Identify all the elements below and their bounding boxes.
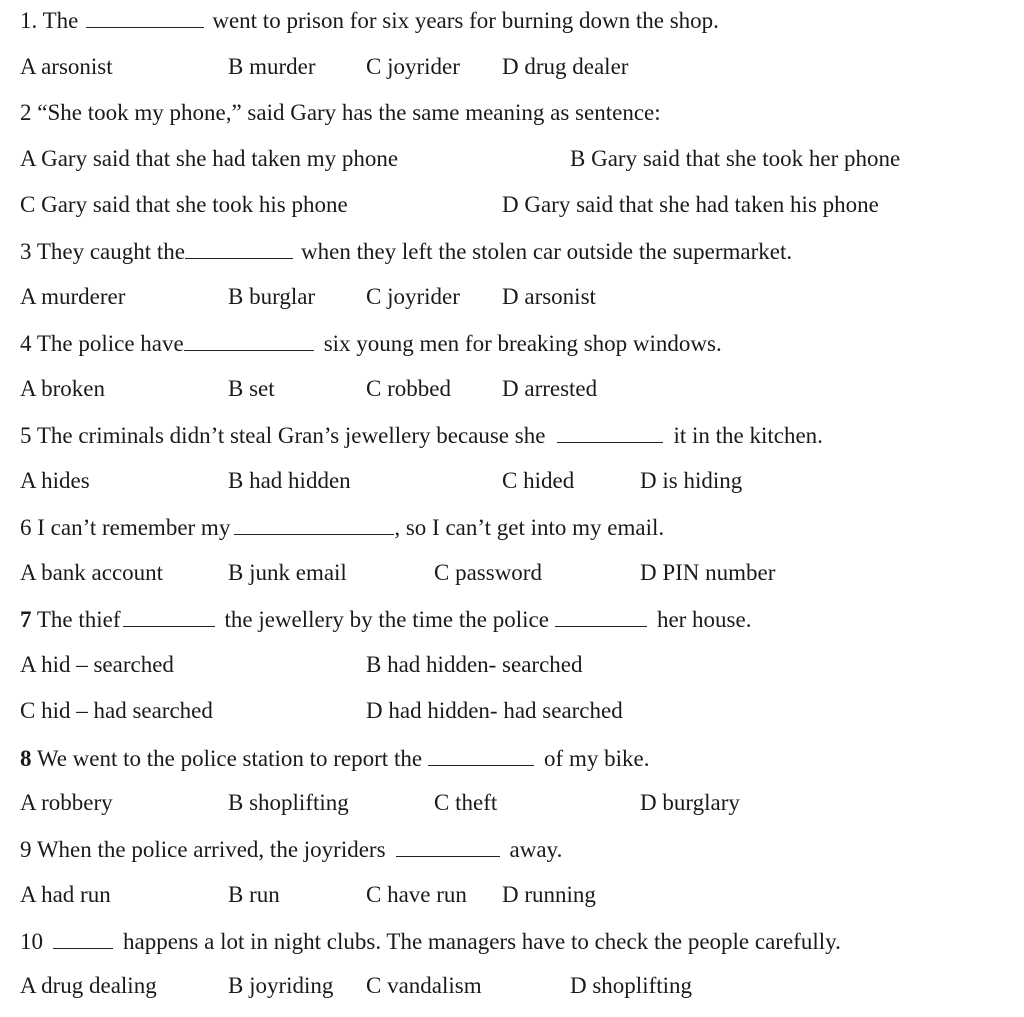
question-stem: six young men for breaking shop windows. — [323, 331, 722, 356]
option-a[interactable]: A arsonist — [20, 54, 113, 79]
option-b[interactable]: B joyriding — [228, 973, 334, 998]
option-d[interactable]: D burglary — [640, 790, 740, 815]
question-stem: 2 “She took my phone,” said Gary has the same meaning as sentence: — [20, 100, 661, 125]
option-b[interactable]: B Gary said that she took her phone — [570, 146, 901, 171]
option-c[interactable]: C hided — [502, 468, 575, 493]
question-8 — [20, 743, 649, 774]
option-c[interactable]: C Gary said that she took his phone — [20, 192, 348, 217]
answer-blank[interactable] — [234, 512, 394, 535]
option-d[interactable]: D is hiding — [640, 468, 743, 493]
question-stem: 9 When the police arrived, the joyriders — [20, 837, 386, 862]
question-number: 8 — [20, 746, 32, 771]
question-9 — [20, 834, 562, 865]
option-a[interactable]: A Gary said that she had taken my phone — [20, 146, 399, 171]
option-d[interactable]: D PIN number — [640, 560, 776, 585]
answer-blank[interactable] — [53, 926, 113, 949]
question-10 — [20, 926, 841, 957]
option-a[interactable]: A hid – searched — [20, 652, 174, 677]
question-stem: The thief — [31, 607, 121, 632]
option-c[interactable]: C password — [434, 560, 542, 585]
question-stem: went to prison for six years for burning down the shop. — [212, 8, 719, 33]
option-a[interactable]: A robbery — [20, 790, 113, 815]
question-stem: of my bike. — [544, 746, 650, 771]
option-d[interactable]: D running — [502, 882, 596, 907]
answer-blank[interactable] — [396, 834, 500, 857]
option-c[interactable]: C joyrider — [366, 284, 460, 309]
option-d[interactable]: D had hidden- had searched — [366, 698, 623, 723]
option-b[interactable]: B burglar — [228, 284, 316, 309]
option-a[interactable]: A bank account — [20, 560, 164, 585]
option-a[interactable]: A had run — [20, 882, 111, 907]
question-stem: 4 The police have — [20, 331, 184, 356]
answer-blank[interactable] — [184, 328, 314, 351]
option-b[interactable]: B had hidden — [228, 468, 351, 493]
option-a[interactable]: A broken — [20, 376, 105, 401]
question-6 — [20, 512, 664, 543]
option-c[interactable]: C theft — [434, 790, 498, 815]
answer-blank[interactable] — [185, 236, 293, 259]
option-a[interactable]: A drug dealing — [20, 973, 157, 998]
question-7 — [20, 604, 751, 635]
answer-blank[interactable] — [555, 604, 647, 627]
question-5 — [20, 420, 823, 451]
option-d[interactable]: D arrested — [502, 376, 598, 401]
question-stem: away. — [509, 837, 563, 862]
option-c[interactable]: C have run — [366, 882, 467, 907]
question-stem: it in the kitchen. — [673, 423, 823, 448]
option-c[interactable]: C vandalism — [366, 973, 482, 998]
question-stem: the jewellery by the time the police — [224, 607, 549, 632]
question-stem: 1. The — [20, 8, 79, 33]
answer-blank[interactable] — [428, 743, 534, 766]
option-c[interactable]: C hid – had searched — [20, 698, 213, 723]
option-d[interactable]: D Gary said that she had taken his phone — [502, 192, 879, 217]
option-b[interactable]: B shoplifting — [228, 790, 349, 815]
option-d[interactable]: D arsonist — [502, 284, 596, 309]
option-b[interactable]: B run — [228, 882, 280, 907]
question-1 — [20, 5, 719, 36]
answer-blank[interactable] — [86, 5, 204, 28]
option-a[interactable]: A hides — [20, 468, 90, 493]
option-b[interactable]: B murder — [228, 54, 316, 79]
question-stem: , so I can’t get into my email. — [394, 515, 665, 540]
option-c[interactable]: C joyrider — [366, 54, 460, 79]
question-stem: 6 I can’t remember my — [20, 515, 231, 540]
question-stem: her house. — [656, 607, 752, 632]
question-stem: when they left the stolen car outside the supermarket. — [301, 239, 793, 264]
question-stem: 5 The criminals didn’t steal Gran’s jewellery because she — [20, 423, 546, 448]
option-d[interactable]: D drug dealer — [502, 54, 629, 79]
answer-blank[interactable] — [557, 420, 663, 443]
question-4 — [20, 328, 722, 359]
option-c[interactable]: C robbed — [366, 376, 451, 401]
question-stem: happens a lot in night clubs. The managers have to check the people carefully. — [123, 929, 841, 954]
question-2 — [20, 98, 661, 128]
option-b[interactable]: B junk email — [228, 560, 347, 585]
option-a[interactable]: A murderer — [20, 284, 126, 309]
question-3 — [20, 236, 792, 267]
question-stem: 10 — [20, 929, 43, 954]
option-b[interactable]: B had hidden- searched — [366, 652, 583, 677]
question-stem: 3 They caught the — [20, 239, 185, 264]
answer-blank[interactable] — [123, 604, 215, 627]
question-number: 7 — [20, 607, 32, 632]
option-b[interactable]: B set — [228, 376, 275, 401]
option-d[interactable]: D shoplifting — [570, 973, 693, 998]
question-stem: We went to the police station to report the — [31, 746, 423, 771]
